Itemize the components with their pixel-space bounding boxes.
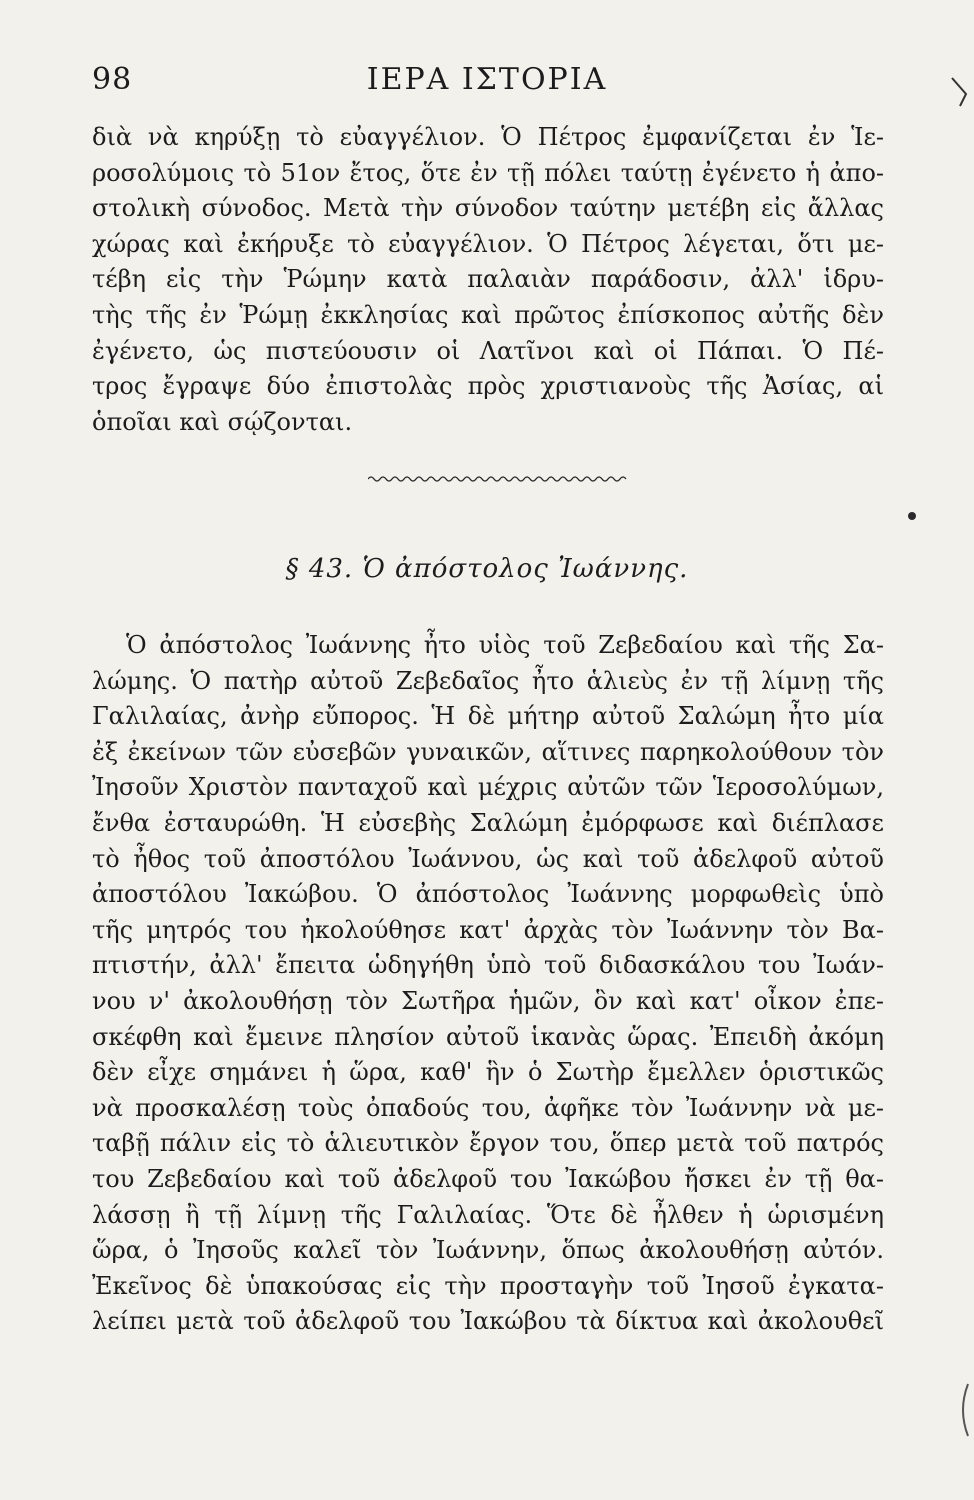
text-line: πτιστήν, ἀλλ' ἔπειτα ὡδηγήθη ὑπὸ τοῦ διδασκάλου του Ἰωάν- — [92, 951, 884, 980]
text-line: Ὁ ἀπόστολος Ἰωάννης ἦτο υἱὸς τοῦ Ζεβεδαίου καὶ τῆς Σα- — [126, 631, 884, 659]
text-line: ἔνθα ἐσταυρώθη. Ἡ εὐσεβὴς Σαλώμη ἐμόρφωσε καὶ διέπλασε — [92, 808, 884, 837]
paragraph-ioannis — [92, 628, 884, 1340]
section-heading — [0, 554, 974, 584]
text-line: λάσσῃ ἢ τῇ λίμνῃ τῆς Γαλιλαίας. Ὅτε δὲ ἦλθεν ἡ ὡρισμένη — [92, 1200, 884, 1229]
text-line: τρος ἔγραψε δύο ἐπιστολὰς πρὸς χριστιανοὺς τῆς Ἀσίας, αἱ — [92, 372, 884, 401]
text-line: τῆς μητρός του ἠκολούθησε κατ' ἀρχὰς τὸν Ἰωάννην τὸν Βα- — [92, 915, 884, 944]
text-line: ἐξ ἐκείνων τῶν εὐσεβῶν γυναικῶν, αἵτινες παρηκολούθουν τὸν — [92, 737, 884, 766]
text-line: τὴς τῆς ἐν Ῥώμῃ ἐκκλησίας καὶ πρῶτος ἐπίσκοπος αὐτῆς δὲν — [92, 300, 884, 329]
section-number: 43. — [308, 554, 354, 584]
page-edge-mark-bottom — [954, 1380, 972, 1440]
text-line: ροσολύμοις τὸ 51ον ἔτος, ὅτε ἐν τῇ πόλει ταύτῃ ἐγένετο ἡ ἀπο- — [92, 158, 884, 187]
text-line: νὰ προσκαλέσῃ τοὺς ὀπαδούς του, ἀφῆκε τὸν Ἰωάννην νὰ με- — [92, 1093, 884, 1122]
text-line: δὲν εἶχε σημάνει ἡ ὥρα, καθ' ἣν ὁ Σωτὴρ ἔμελλεν ὁριστικῶς — [92, 1058, 884, 1087]
text-line: ὥρα, ὁ Ἰησοῦς καλεῖ τὸν Ἰωάννην, ὅπως ἀκολουθήσῃ αὐτόν. — [92, 1236, 884, 1265]
wavy-divider-ornament — [368, 474, 630, 484]
page-number: 98 — [92, 62, 133, 97]
text-line: ταβῇ πάλιν εἰς τὸ ἁλιευτικὸν ἔργον του, ὅπερ μετὰ τοῦ πατρός — [92, 1129, 884, 1158]
text-line: ἐγένετο, ὡς πιστεύουσιν οἱ Λατῖνοι καὶ οἱ Πάπαι. Ὁ Πέ- — [92, 336, 884, 365]
text-line: λείπει μετὰ τοῦ ἀδελφοῦ του Ἰακώβου τὰ δίκτυα καὶ ἀκολουθεῖ — [92, 1307, 884, 1336]
text-line: χώρας καὶ ἐκήρυξε τὸ εὐαγγέλιον. Ὁ Πέτρος λέγεται, ὅτι με- — [92, 229, 884, 258]
page-edge-mark — [948, 66, 972, 126]
text-line: στολικὴ σύνοδος. Μετὰ τὴν σύνοδον ταύτην μετέβη εἰς ἄλλας — [92, 194, 884, 223]
paragraph-petros — [92, 120, 884, 440]
text-line: του Ζεβεδαίου καὶ τοῦ ἀδελφοῦ του Ἰακώβου ἤσκει ἐν τῇ θα- — [92, 1164, 884, 1193]
text-line: ὁποῖαι καὶ σῴζονται. — [92, 407, 353, 436]
text-line: ἀποστόλου Ἰακώβου. Ὁ ἀπόστολος Ἰωάννης μορφωθεὶς ὑπὸ — [92, 880, 884, 909]
text-line: τέβη εἰς τὴν Ῥώμην κατὰ παλαιὰν παράδοσιν, ἀλλ' ἱδρυ- — [92, 265, 884, 294]
text-line: διὰ νὰ κηρύξῃ τὸ εὐαγγέλιον. Ὁ Πέτρος ἐμφανίζεται ἐν Ἱε- — [92, 123, 884, 151]
page-header — [92, 62, 882, 102]
text-line: τὸ ἦθος τοῦ ἀποστόλου Ἰωάννου, ὡς καὶ τοῦ ἀδελφοῦ αὐτοῦ — [92, 844, 884, 873]
text-line: Ἐκεῖνος δὲ ὑπακούσας εἰς τὴν προσταγὴν τοῦ Ἰησοῦ ἐγκατα- — [92, 1271, 884, 1300]
text-line: σκέφθη καὶ ἔμεινε πλησίον αὐτοῦ ἱκανὰς ὥρας. Ἐπειδὴ ἀκόμη — [92, 1022, 884, 1051]
running-title: ΙΕΡΑ ΙΣΤΟΡΙΑ — [366, 62, 608, 97]
text-line: Γαλιλαίας, ἀνὴρ εὔπορος. Ἡ δὲ μήτηρ αὐτοῦ Σαλώμη ἦτο μία — [92, 702, 884, 731]
section-title: Ὁ ἀπόστολος Ἰωάννης. — [362, 554, 689, 584]
section-symbol: § — [285, 554, 300, 584]
ink-dot-mark — [904, 508, 920, 524]
text-line: λώμης. Ὁ πατὴρ αὐτοῦ Ζεβεδαῖος ἦτο ἁλιεὺς ἐν τῇ λίμνῃ τῆς — [92, 666, 884, 695]
text-line: νου ν' ἀκολουθήσῃ τὸν Σωτῆρα ἡμῶν, ὃν καὶ κατ' οἶκον ἐπε- — [92, 986, 884, 1015]
text-line: Ἰησοῦν Χριστὸν πανταχοῦ καὶ μέχρις αὐτῶν τῶν Ἱεροσολύμων, — [92, 773, 884, 802]
